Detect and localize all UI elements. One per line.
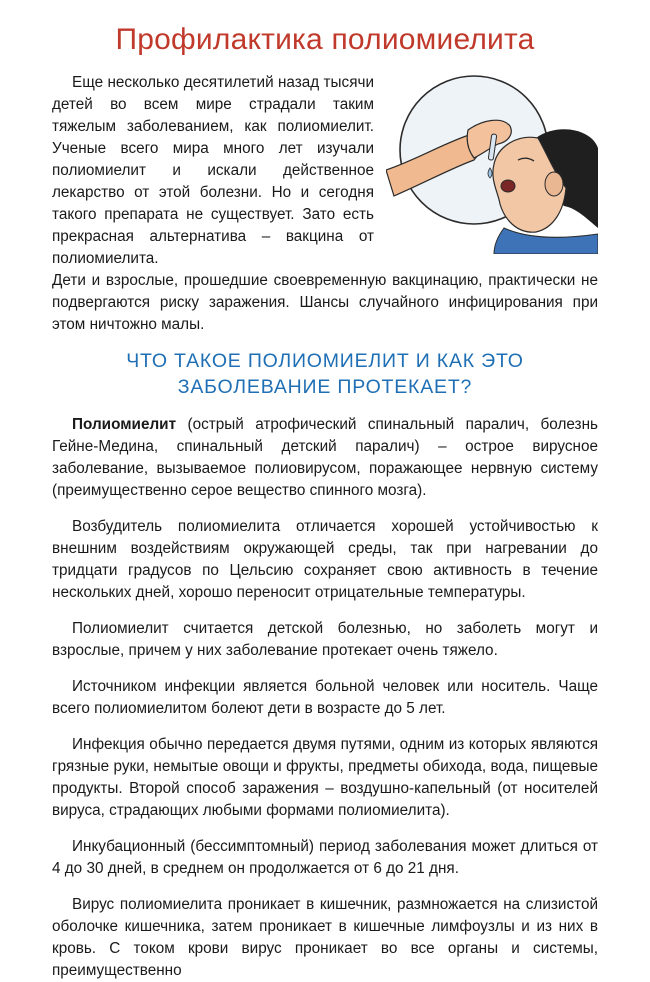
- vaccination-illustration: [386, 68, 598, 254]
- body-paragraph: Полиомиелит считается детской болезнью, но заболеть могут и взрослые, причем у них заболевание протекает очень тяжело.: [52, 620, 598, 659]
- intro-paragraph: Еще несколько десятилетий назад тысячи детей во всем мире страдали таким тяжелым заболеванием, как полиомиелит. Ученые всего мира много лет изучали полиомиелит и искали действенное лекарство от этой болезни. Но и сегодня такого препарата не существует. Зато есть прекрасная альтернатива – вакцина от полиомиелита.: [52, 74, 374, 267]
- intro-continuation: Дети и взрослые, прошедшие своевременную вакцинацию, практически не подвергаются риску заражения. Шансы случайного инфицирования при этом ничтожно малы.: [52, 272, 598, 333]
- article-body: [52, 414, 598, 982]
- body-paragraph: Вирус полиомиелита проникает в кишечник, размножается на слизистой оболочке кишечника, затем проникает в кишечные лимфоузлы и из них в кровь. С током крови вирус проникает во все органы и системы, преимущественно: [52, 896, 598, 979]
- intro-section: [52, 72, 598, 336]
- body-paragraph: Возбудитель полиомиелита отличается хорошей устойчивостью к внешним воздействиям окружающей среды, так при нагревании до тридцати градусов по Цельсию сохраняет свою активность в течение нескольких дней, хорошо переносит отрицательные температуры.: [52, 518, 598, 601]
- body-paragraph: Инкубационный (бессимптомный) период заболевания может длиться от 4 до 30 дней, в среднем он продолжается от 6 до 21 дня.: [52, 838, 598, 877]
- section-heading: ЧТО ТАКОЕ ПОЛИОМИЕЛИТ И КАК ЭТО ЗАБОЛЕВАНИЕ ПРОТЕКАЕТ?: [126, 350, 524, 398]
- definition-paragraph: [52, 414, 598, 502]
- body-paragraph: Источником инфекции является больной человек или носитель. Чаще всего полиомиелитом болеют дети в возрасте до 5 лет.: [52, 678, 598, 717]
- definition-text: (острый атрофический спинальный паралич, болезнь Гейне-Медина, спинальный детский паралич) – острое вирусное заболевание, вызываемое полиовирусом, поражающее нервную систему (преимущественно серое вещество спинного мозга).: [52, 416, 598, 499]
- definition-term: Полиомиелит: [72, 416, 177, 433]
- page-title: Профилактика полиомиелита: [115, 23, 535, 56]
- body-paragraph: Инфекция обычно передается двумя путями, одним из которых являются грязные руки, немытые овощи и фрукты, предметы обихода, вода, пищевые продукты. Второй способ заражения – воздушно-капельный (от носителей вируса, страдающих любыми формами полиомиелита).: [52, 736, 598, 819]
